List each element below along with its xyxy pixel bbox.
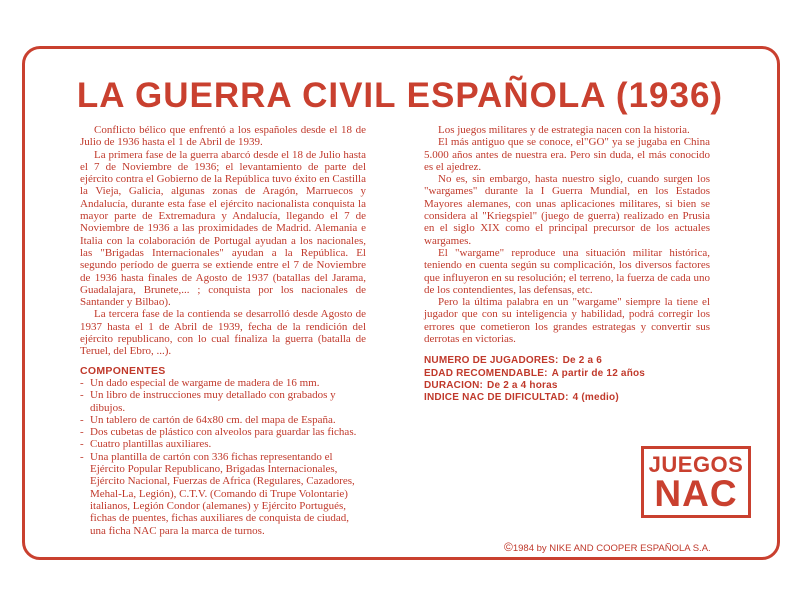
spec-value: De 2 a 6	[562, 355, 602, 367]
page-title: LA GUERRA CIVIL ESPAÑOLA (1936)	[76, 76, 724, 115]
copyright-text: 1984 by NIKE AND COOPER ESPAÑOLA S.A.	[512, 543, 711, 554]
components-heading: COMPONENTES	[80, 364, 166, 377]
component-text: Un tablero de cartón de 64x80 cm. del mapa de España.	[90, 413, 336, 426]
first-phase-paragraph: La primera fase de la guerra abarcó desde el 18 de Julio hasta el 7 de Noviembre de 1936; el levantamiento de parte del ejército contra el Gobierno de la República tuvo éxito en Castilla la Vieja, Galicia, algunas zonas de Aragón, Marruecos y Andalucía, durante esta fase el ejército nacionalista conquista la mayor parte de Extremadura y Andalucía, llegando el 7 de Noviembre de 1936 a las proximidades de Madrid. Alemania e Italia con la colaboración de Portugal ayudan a los nacionales, las "Brigadas Internacionales" ayudan a la República. El segundo período de guerra se extiende entre el 7 de Noviembre de 1936 hasta finales de Agosto de 1937 (batallas del Jarama, Guadalajara, Brunete,... ; conquista por los nacionales de Santander y Bilbao).	[80, 148, 366, 309]
component-text: Cuatro plantillas auxiliares.	[90, 438, 212, 451]
third-phase-paragraph: La tercera fase de la contienda se desarrolló desde Agosto de 1937 hasta el 1 de Abril de 1939, fecha de la rendición del ejército republicano, con lo cual finaliza la guerra (batalla de Teruel, del Ebro, ...).	[80, 308, 366, 358]
history-paragraph: Los juegos militares y de estrategia nacen con la historia.	[438, 124, 690, 136]
spec-duration	[424, 380, 710, 392]
component-item: - Un libro de instrucciones muy detallado con grabados y dibujos.	[80, 389, 336, 414]
component-text: Dos cubetas de plástico con alveolos para guardar las fichas.	[90, 426, 357, 439]
wargame-definition-paragraph: El "wargame" reproduce una situación militar histórica, teniendo en cuenta según su complicación, los diversos factores que influyeron en su resolución; el terreno, la fuerza de cada uno de los contendientes, las defensas, etc.	[424, 246, 710, 296]
component-item: - Un dado especial de wargame de madera de 16 mm.	[80, 376, 320, 389]
component-item: - Una plantilla de cartón con 336 fichas representando el Ejército Popular Republicano, Brigadas Internacionales, Ejército Nacional, Fuerzas de Africa (Regulares, Cazadores, Mehal-La, Legión), C.T.V. (Comando di Trupe Volontarie) italianos, Legión Condor (alemanes) y Ejército Portugués, fichas de puentes, fichas auxiliares de conquista de ciudad, una ficha NAC para la marca de turnos.	[80, 450, 355, 537]
logo-line-juegos: JUEGOS	[648, 452, 744, 477]
intro-paragraph: Conflicto bélico que enfrentó a los españoles desde el 18 de Julio de 1936 hasta el 1 de Abril de 1939.	[80, 124, 366, 149]
last-word-paragraph: Pero la última palabra en un "wargame" siempre la tiene el jugador que con su inteligencia y habilidad, podrá corregir los errores que cometieron los grandes estrategas y convertir sus derrotas en victorias.	[424, 296, 710, 346]
copyright-icon: ©	[504, 540, 513, 554]
juegos-nac-logo	[641, 446, 751, 518]
component-text: Un libro de instrucciones muy detallado con grabados y dibujos.	[90, 389, 336, 414]
spec-label: DURACION:	[424, 379, 484, 391]
components-list	[80, 377, 366, 537]
go-paragraph: El más antiguo que se conoce, el"GO" ya se jugaba en China 5.000 años antes de nuestra era. Pero sin duda, el más conocido es el ajedrez.	[424, 136, 710, 173]
spec-label: INDICE NAC DE DIFICULTAD:	[424, 391, 569, 403]
spec-label: EDAD RECOMENDABLE:	[424, 367, 548, 379]
right-column	[424, 124, 710, 404]
spec-label: NUMERO DE JUGADORES:	[424, 355, 559, 367]
component-text: Una plantilla de cartón con 336 fichas representando el Ejército Popular Republicano, Brigadas Internacionales, Ejército Nacional, Fuerzas de Africa (Regulares, Cazadores, Mehal-La, Legión), C.T.V. (Comando di Trupe Volontarie) italianos, Legión Condor (alemanes) y Ejército Portugués, fichas de puentes, fichas auxiliares de conquista de ciudad, una ficha NAC para la marca de turnos.	[90, 450, 355, 537]
wargames-origin-paragraph: No es, sin embargo, hasta nuestro siglo, cuando surgen los "wargames" durante la I Guerra Mundial, en los Estados Mayores alemanes, con unas aplicaciones militares, si bien se considera al "Kriegspiel" (juego de guerra) realizado en Prusia en el siglo XIX como el principal precursor de los actuales wargames.	[424, 173, 710, 247]
component-item: - Cuatro plantillas auxiliares.	[80, 438, 212, 451]
spec-difficulty	[424, 392, 710, 404]
logo-line-nac: NAC	[654, 473, 738, 514]
spec-value: De 2 a 4 horas	[487, 379, 558, 391]
component-item: - Dos cubetas de plástico con alveolos para guardar las fichas.	[80, 426, 357, 439]
component-item: - Un tablero de cartón de 64x80 cm. del mapa de España.	[80, 413, 336, 426]
component-text: Un dado especial de wargame de madera de 16 mm.	[90, 376, 320, 389]
copyright-notice	[504, 540, 711, 554]
spec-value: A partir de 12 años	[551, 367, 646, 379]
left-column	[80, 124, 366, 537]
spec-players	[424, 355, 710, 367]
spec-value: 4 (medio)	[572, 391, 619, 403]
spec-age	[424, 368, 710, 380]
game-specs	[424, 355, 710, 404]
